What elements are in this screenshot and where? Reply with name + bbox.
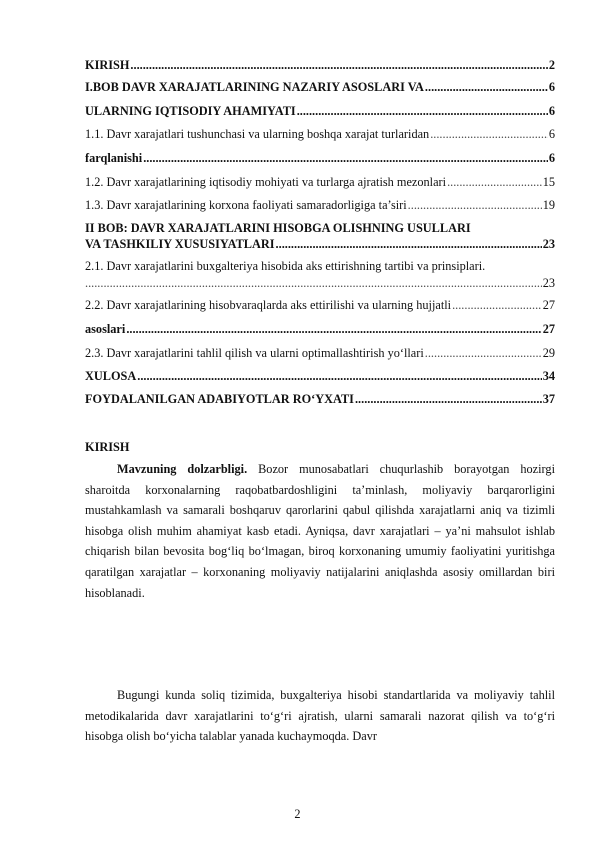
paragraph-text: Bugungi kunda soliq tizimida, buxgalteriya hisobi standartlarida va moliyaviy tahlil metodikalarida davr xarajatlarini to‘g‘ri ajratish, ularni samarali nazorat qilish va to‘g‘ri hisobga olish bo‘yicha talablar yanada kuchaymoqda. Davr (85, 688, 555, 744)
toc-entry-page: 29 (542, 346, 555, 360)
toc-entry-1-3[interactable] (85, 198, 555, 213)
toc-entry-page: 6 (548, 80, 555, 94)
toc-entry-page: 6 (548, 104, 555, 118)
toc-entry-title: KIRISH (85, 58, 130, 72)
toc-entry-adabiyotlar[interactable] (85, 392, 555, 407)
toc-entry-page: 2 (548, 58, 555, 72)
toc-entry-page: 37 (542, 392, 555, 406)
toc-leader (447, 175, 542, 190)
toc-entry-2-2[interactable] (85, 298, 555, 313)
toc-leader (297, 104, 548, 119)
section-heading: KIRISH (85, 440, 130, 454)
toc-leader (425, 80, 548, 95)
paragraph-lead: Mavzuning dolzarbligi. (117, 462, 248, 476)
toc-entry-page: 23 (542, 276, 555, 290)
toc-entry-page: 6 (548, 127, 555, 141)
toc-entry-title: 1.2. Davr xarajatlarining iqtisodiy mohiyati va turlarga ajratish mezonlari (85, 175, 447, 189)
toc-leader (126, 322, 541, 337)
toc-entry-chapter-2[interactable] (85, 221, 555, 236)
toc-entry-page: 27 (542, 298, 555, 312)
toc-leader (130, 58, 547, 73)
toc-entry-chapter-1[interactable] (85, 80, 555, 95)
toc-entry-2-1[interactable] (85, 259, 555, 274)
toc-leader (85, 276, 542, 291)
toc-entry-title: ULARNING IQTISODIY AHAMIYATI (85, 104, 296, 118)
toc-leader (137, 369, 541, 384)
toc-entry-1-2[interactable] (85, 175, 555, 190)
toc-entry-page: 15 (542, 175, 555, 189)
intro-paragraph-2 (85, 685, 555, 747)
toc-entry-1-1[interactable] (85, 127, 555, 142)
toc-entry-page: 34 (542, 369, 555, 383)
toc-entry-kirish[interactable] (85, 58, 555, 73)
toc-entry-title: VA TASHKILIY XUSUSIYATLARI (85, 237, 275, 251)
toc-leader (425, 346, 542, 361)
toc-entry-page: 19 (542, 198, 555, 212)
toc-entry-title-line1: 2.1. Davr xarajatlarini buxgalteriya hisobida aks ettirishning tartibi va prinsiplari. (85, 259, 486, 273)
paragraph-text: Bozor munosabatlari chuqurlashib borayotgan hozirgi sharoitda korxonalarning raqobatbardoshligini ta’minlash, moliyaviy barqarorligini mustahkamlash va samarali boshqaruv qarorlarini qabul qilishda xarajatlarni aniq va tizimli hisobga olish muhim ahamiyat kasb etadi. Ayniqsa, davr xarajatlari – ya’ni mahsulot ishlab chiqarish bilan bevosita bog‘liq bo‘lmagan, biroq korxonaning umumiy faoliyatini yuritishga qaratilgan xarajatlar – korxonaning moliyaviy natijalarini aniqlashda asosiy omillardan biri hisoblanadi. (85, 462, 555, 600)
toc-entry-xulosa[interactable] (85, 369, 555, 384)
toc-leader (408, 198, 542, 213)
toc-entry-2-2-cont[interactable] (85, 322, 555, 337)
toc-entry-title-line1: II BOB: DAVR XARAJATLARINI HISOBGA OLISHNING USULLARI (85, 221, 471, 235)
toc-leader (276, 237, 542, 252)
toc-leader (430, 127, 548, 142)
toc-leader (143, 151, 548, 166)
toc-entry-title: asoslari (85, 322, 126, 336)
toc-entry-title: 2.3. Davr xarajatlarini tahlil qilish va ularni optimallashtirish yo‘llari (85, 346, 424, 360)
toc-entry-page: 6 (548, 151, 555, 165)
toc-entry-title: 1.3. Davr xarajatlarining korxona faoliyati samaradorligiga ta’siri (85, 198, 407, 212)
toc-entry-2-3[interactable] (85, 346, 555, 361)
toc-entry-title: FOYDALANILGAN ADABIYOTLAR RO‘YXATI (85, 392, 354, 406)
toc-entry-title: I.BOB DAVR XARAJATLARINING NAZARIY ASOSLARI VA (85, 80, 424, 94)
toc-entry-title: 2.2. Davr xarajatlarining hisobvaraqlarda aks ettirilishi va ularning hujjatli (85, 298, 452, 312)
toc-leader (355, 392, 542, 407)
toc-entry-1-1-cont[interactable] (85, 151, 555, 166)
toc-entry-chapter-2-cont[interactable] (85, 237, 555, 252)
intro-paragraph-1 (85, 459, 555, 603)
toc-entry-2-1-cont[interactable] (85, 276, 555, 291)
toc-entry-title: farqlanishi (85, 151, 143, 165)
toc-entry-chapter-1-cont[interactable] (85, 104, 555, 119)
toc-entry-page: 27 (542, 322, 555, 336)
toc-entry-title: 1.1. Davr xarajatlari tushunchasi va ularning boshqa xarajat turlaridan (85, 127, 430, 141)
page-number: 2 (294, 807, 301, 821)
toc-entry-title: XULOSA (85, 369, 137, 383)
toc-entry-page: 23 (542, 237, 555, 251)
toc-leader (452, 298, 542, 313)
